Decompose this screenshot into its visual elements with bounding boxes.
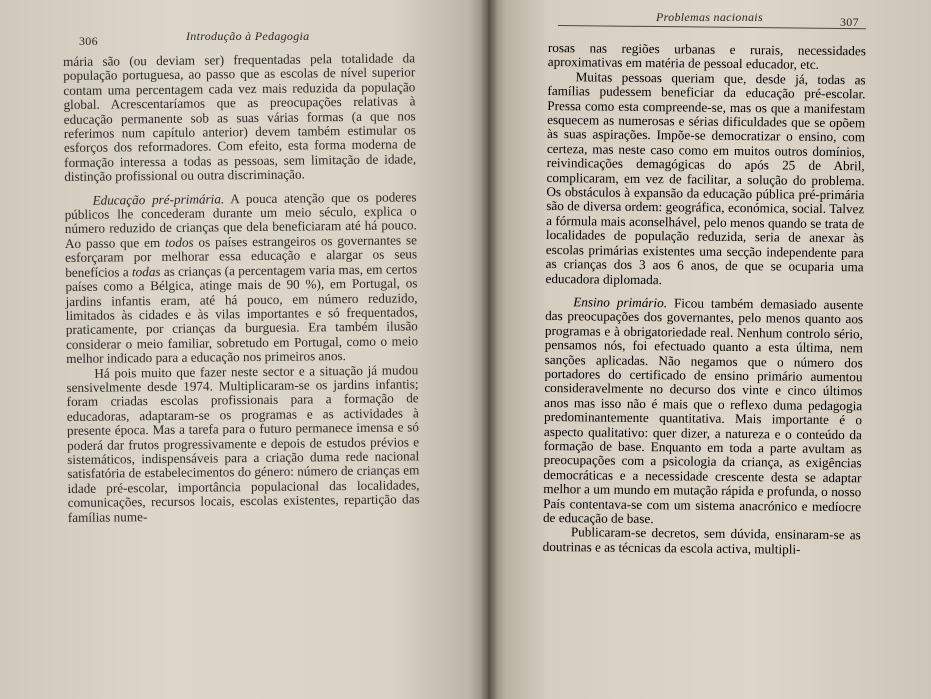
page-number: 306 [79,34,98,48]
section-heading: Educação pré-primária. [92,190,225,208]
paragraph [64,190,418,367]
emphasis: todos [164,234,194,250]
text-run: A pouca atenção que os poderes públicos lhe concederam durante um meio século, explica o número reduzido de crianças que dela beneficiaram até há pouco. Ao passo que em [64,188,417,251]
text-column [543,41,866,558]
book-gutter [480,0,498,699]
text-column [63,51,420,525]
paragraph: Muitas pessoas queriam que, desde já, todas as famílias pudessem beneficiar da educação pré-escolar. Pressa como esta compreende-se, mas os que a manifestam esquecem as numerosas e sérias dificuldades que se opõem às suas aspirações. Impõe-se democratizar o ensino, com certeza, mas neste caso como em muitos outros domínios, reivindicações demagógicas do após 25 de Abril, complicaram, em vez de facilitar, a solução do problema. Os obstáculos à expansão da educação pública pré-primária são de diversa ordem: geográfica, económica, social. Talvez a fórmula mais aconselhável, pelo menos quando se trata de localidades de população reduzida, seria de anexar às escolas primárias existentes uma secção independente para as crianças dos 3 aos 6 anos, de que se ocuparia uma educadora diplomada. [545,69,866,287]
section-heading: Ensino primário. [573,294,668,311]
paragraph [543,295,863,529]
page-number: 307 [840,15,859,29]
paragraph: rosas nas regiões urbanas e rurais, necessidades aproximativas em matéria de pessoal educador, etc. [547,40,866,73]
text-run: Ficou também demasiado ausente das preocupações dos governantes, pelo menos quanto aos programas e à obrigatoriedade real. Nenhum controlo sério, pensamos nós, foi efectuado quanto a esta última, nem sanções aplicadas. Não negamos que o número dos portadores do certificado de ensino primário aumentou consideravelmente no decurso dos vinte e cinco últimos anos mas isso não é mais que o reflexo duma pedagogia predominantemente quantitativa. Mais importante é o aspecto qualitativo: quer dizer, a natureza e o conteúdo da formação de base. Enquanto em toda a parte avultam as preocupações com a psicologia da criança, as exigências democráticas e a necessidade crescente desta se adaptar melhor a um mundo em mutação rápida e profunda, o nosso País contentava-se com um sistema anacrónico e medíocre de educação de base. [542,295,864,527]
running-head: Problemas nacionais [656,10,763,24]
paragraph: Publicaram-se decretos, sem dúvida, ensinaram-se as doutrinas e as técnicas da escola activa, multipli- [542,524,861,557]
paragraph: Há pois muito que fazer neste sector e a situação já mudou sensivelmente desde 1974. Multiplicaram-se os jardins infantis; foram criadas escolas profissionais para a formação de educadoras, adaptaram-se os programas e as actividades à presente época. Mas a tarefa para o futuro permanece imensa e só poderá dar frutos progressivamente e depois de estudos prévios e sistemáticos, indispensáveis para a criação duma rede nacional satisfatória de estabelecimentos do género: número de crianças em idade pré-escolar, importância populacional das localidades, comunicações, recursos locais, escolas existentes, repartição das famílias nume- [66,361,420,525]
text-run: as crianças (a percentagem varia mas, em certos países como a Bélgica, atinge mais de 90 %), em Portugal, os jardins infantis eram, até há pouco, em número reduzido, limitados às cidades e às vilas importantes e só frequentados, praticamente, por crianças da burguesia. Era também ilusão considerar o meio familiar, sobretudo em Portugal, como o meio melhor indicado para a educação nos primeiros anos. [65,260,419,367]
text-run: os países estrangeiros os governantes se esforçaram por melhorar essa educação e alargar os seus benefícios a [65,232,418,280]
running-head: Introdução à Pedagogia [186,29,310,43]
paragraph: mária são (ou deviam ser) frequentadas pela totalidade da população portuguesa, ao passo que as escolas de nível superior contam uma percentagem cada vez mais reduzida da população global. Acrescentaríamos que as preocupações relativas à educação permanente sob as suas várias formas (a que nos referimos num capítulo anterior) devem também estimular os esforços dos reformadores. Com efeito, esta forma moderna de formação interessa a todas as pessoas, sem limitação de idade, distinção profissional ou outra discriminação. [62,50,417,185]
emphasis: todas [131,263,161,279]
